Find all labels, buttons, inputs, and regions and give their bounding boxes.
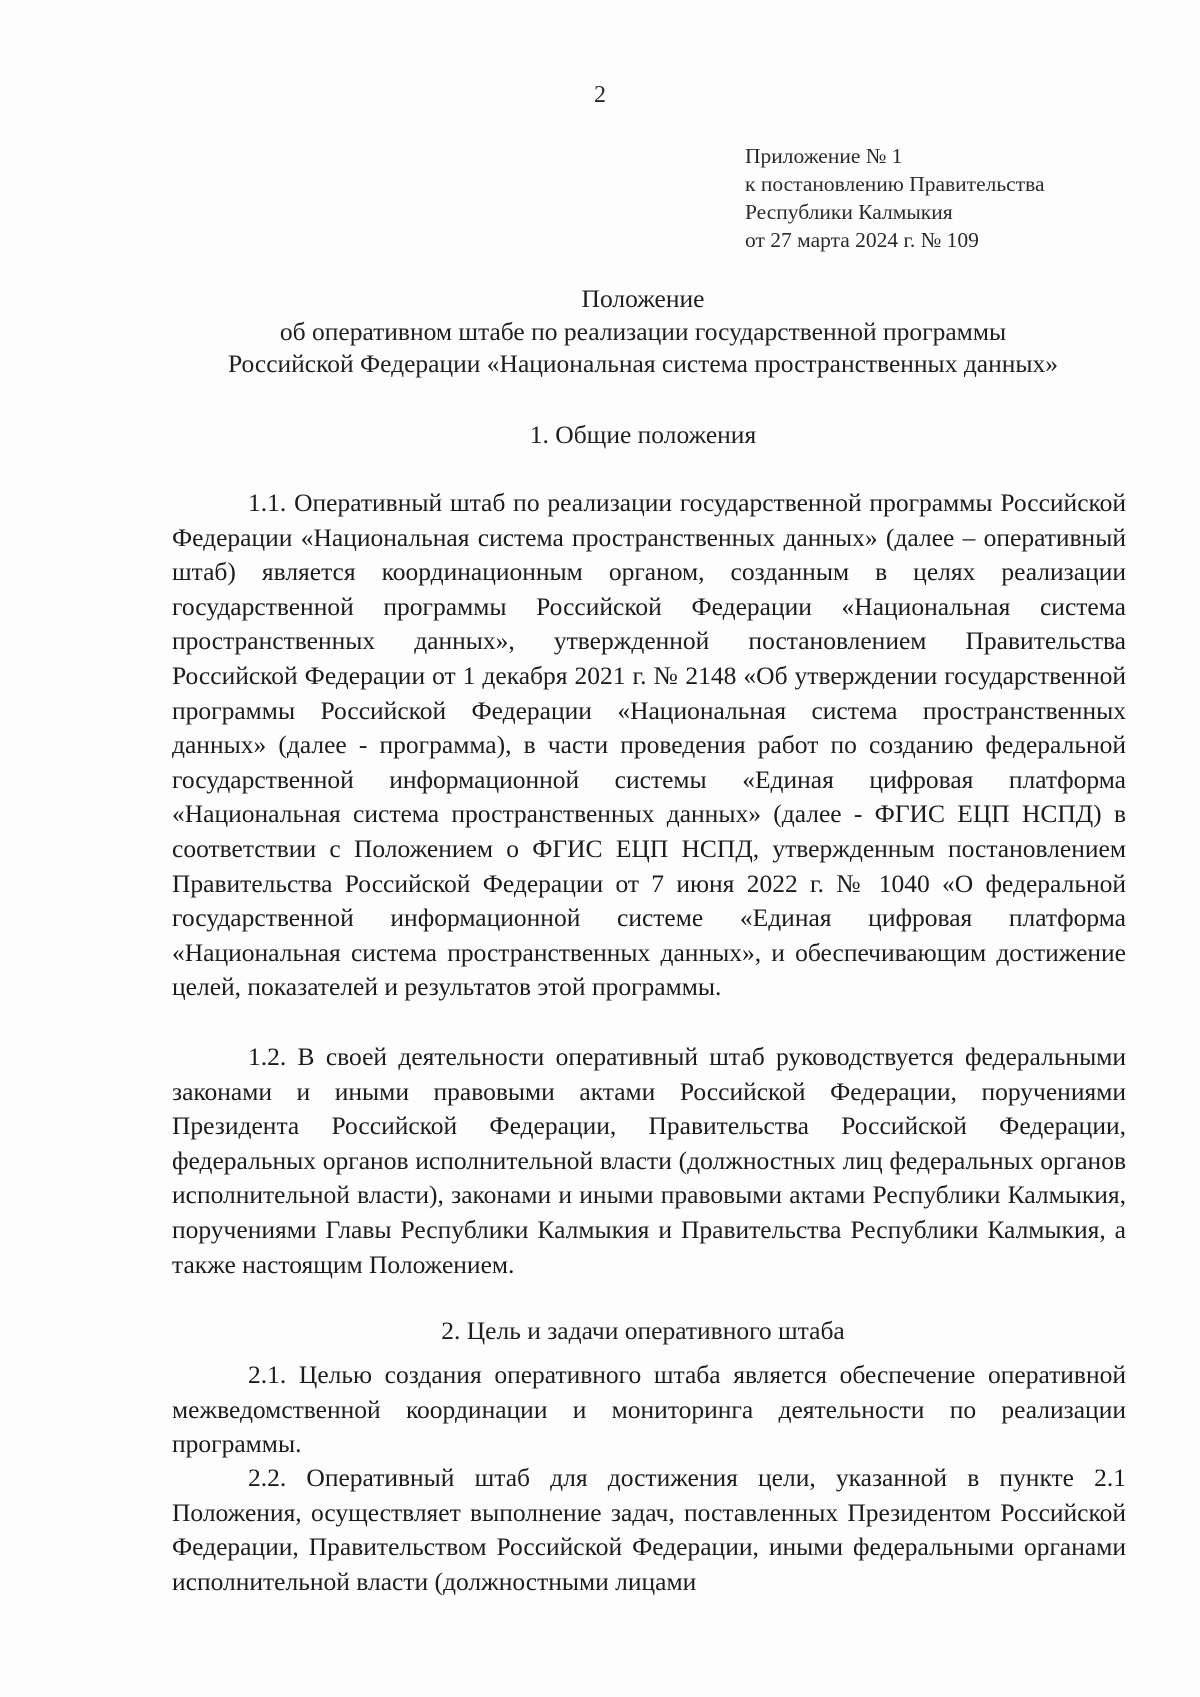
title-line: Российской Федерации «Национальная система пространственных данных» [227, 349, 1059, 378]
section-heading: 2. Цель и задачи оперативного штаба [441, 1316, 845, 1345]
appendix-line: Приложение № 1 [745, 144, 903, 168]
title-line: об оперативном штабе по реализации государственной программы [279, 316, 1007, 346]
paragraph-2-1: 2.1. Целью создания оперативного штаба является обеспечение оперативной межведомственной координации и мониторинга деятельности по реализации программы. [172, 1360, 1126, 1459]
appendix-line: к постановлению Правительства [745, 172, 1045, 196]
page-number: 2 [594, 82, 606, 108]
appendix-header [745, 142, 1045, 254]
paragraph-1-2: 1.2. В своей деятельности оперативный штаб руководствуется федеральными законами и иными правовыми актами Российской Федерации, поручениями Президента Российской Федерации, Правительства Российской Федерации, федеральных органов исполнительной власти (должностных лиц федеральных органов исполнительной власти), законами и иными правовыми актами Республики Калмыкия, поручениями Главы Республики Калмыкия и Правительства Республики Калмыкия, а также настоящим Положением. [172, 1042, 1126, 1279]
paragraph-1-1: 1.1. Оперативный штаб по реализации государственной программы Российской Федерации «Национальная система пространственных данных» (далее – оперативный штаб) является координационным органом, созданным в целях реализации государственной программы Российской Федерации «Национальная система пространственных данных», утвержденной постановлением Правительства Российской Федерации от 1 декабря 2021 г. № 2148 «Об утверждении государственной программы Российской Федерации «Национальная система пространственных данных» (далее - программа), в части проведения работ по созданию федеральной государственной информационной системы «Единая цифровая платформа «Национальная система пространственных данных» (далее - ФГИС ЕЦП НСПД) в соответствии с Положением о ФГИС ЕЦП НСПД, утвержденным постановлением Правительства Российской Федерации от 7 июня 2022 г. № 1040 «О федеральной государственной информационной системе «Единая цифровая платформа «Национальная система пространственных данных», и обеспечивающим достижение целей, показателей и результатов этой программы. [172, 488, 1126, 1002]
title-line: Положение [581, 284, 705, 313]
paragraph-2-2: 2.2. Оперативный штаб для достижения цели, указанной в пункте 2.1 Положения, осуществляет выполнение задач, поставленных Президентом Российской Федерации, Правительством Российской Федерации, иными федеральными органами исполнительной власти (должностными лицами [172, 1463, 1126, 1596]
document-title [160, 283, 1126, 381]
section-heading: 1. Общие положения [529, 420, 757, 449]
appendix-line: Республики Калмыкия [745, 200, 953, 224]
appendix-line: от 27 марта 2024 г. № 109 [745, 228, 979, 252]
